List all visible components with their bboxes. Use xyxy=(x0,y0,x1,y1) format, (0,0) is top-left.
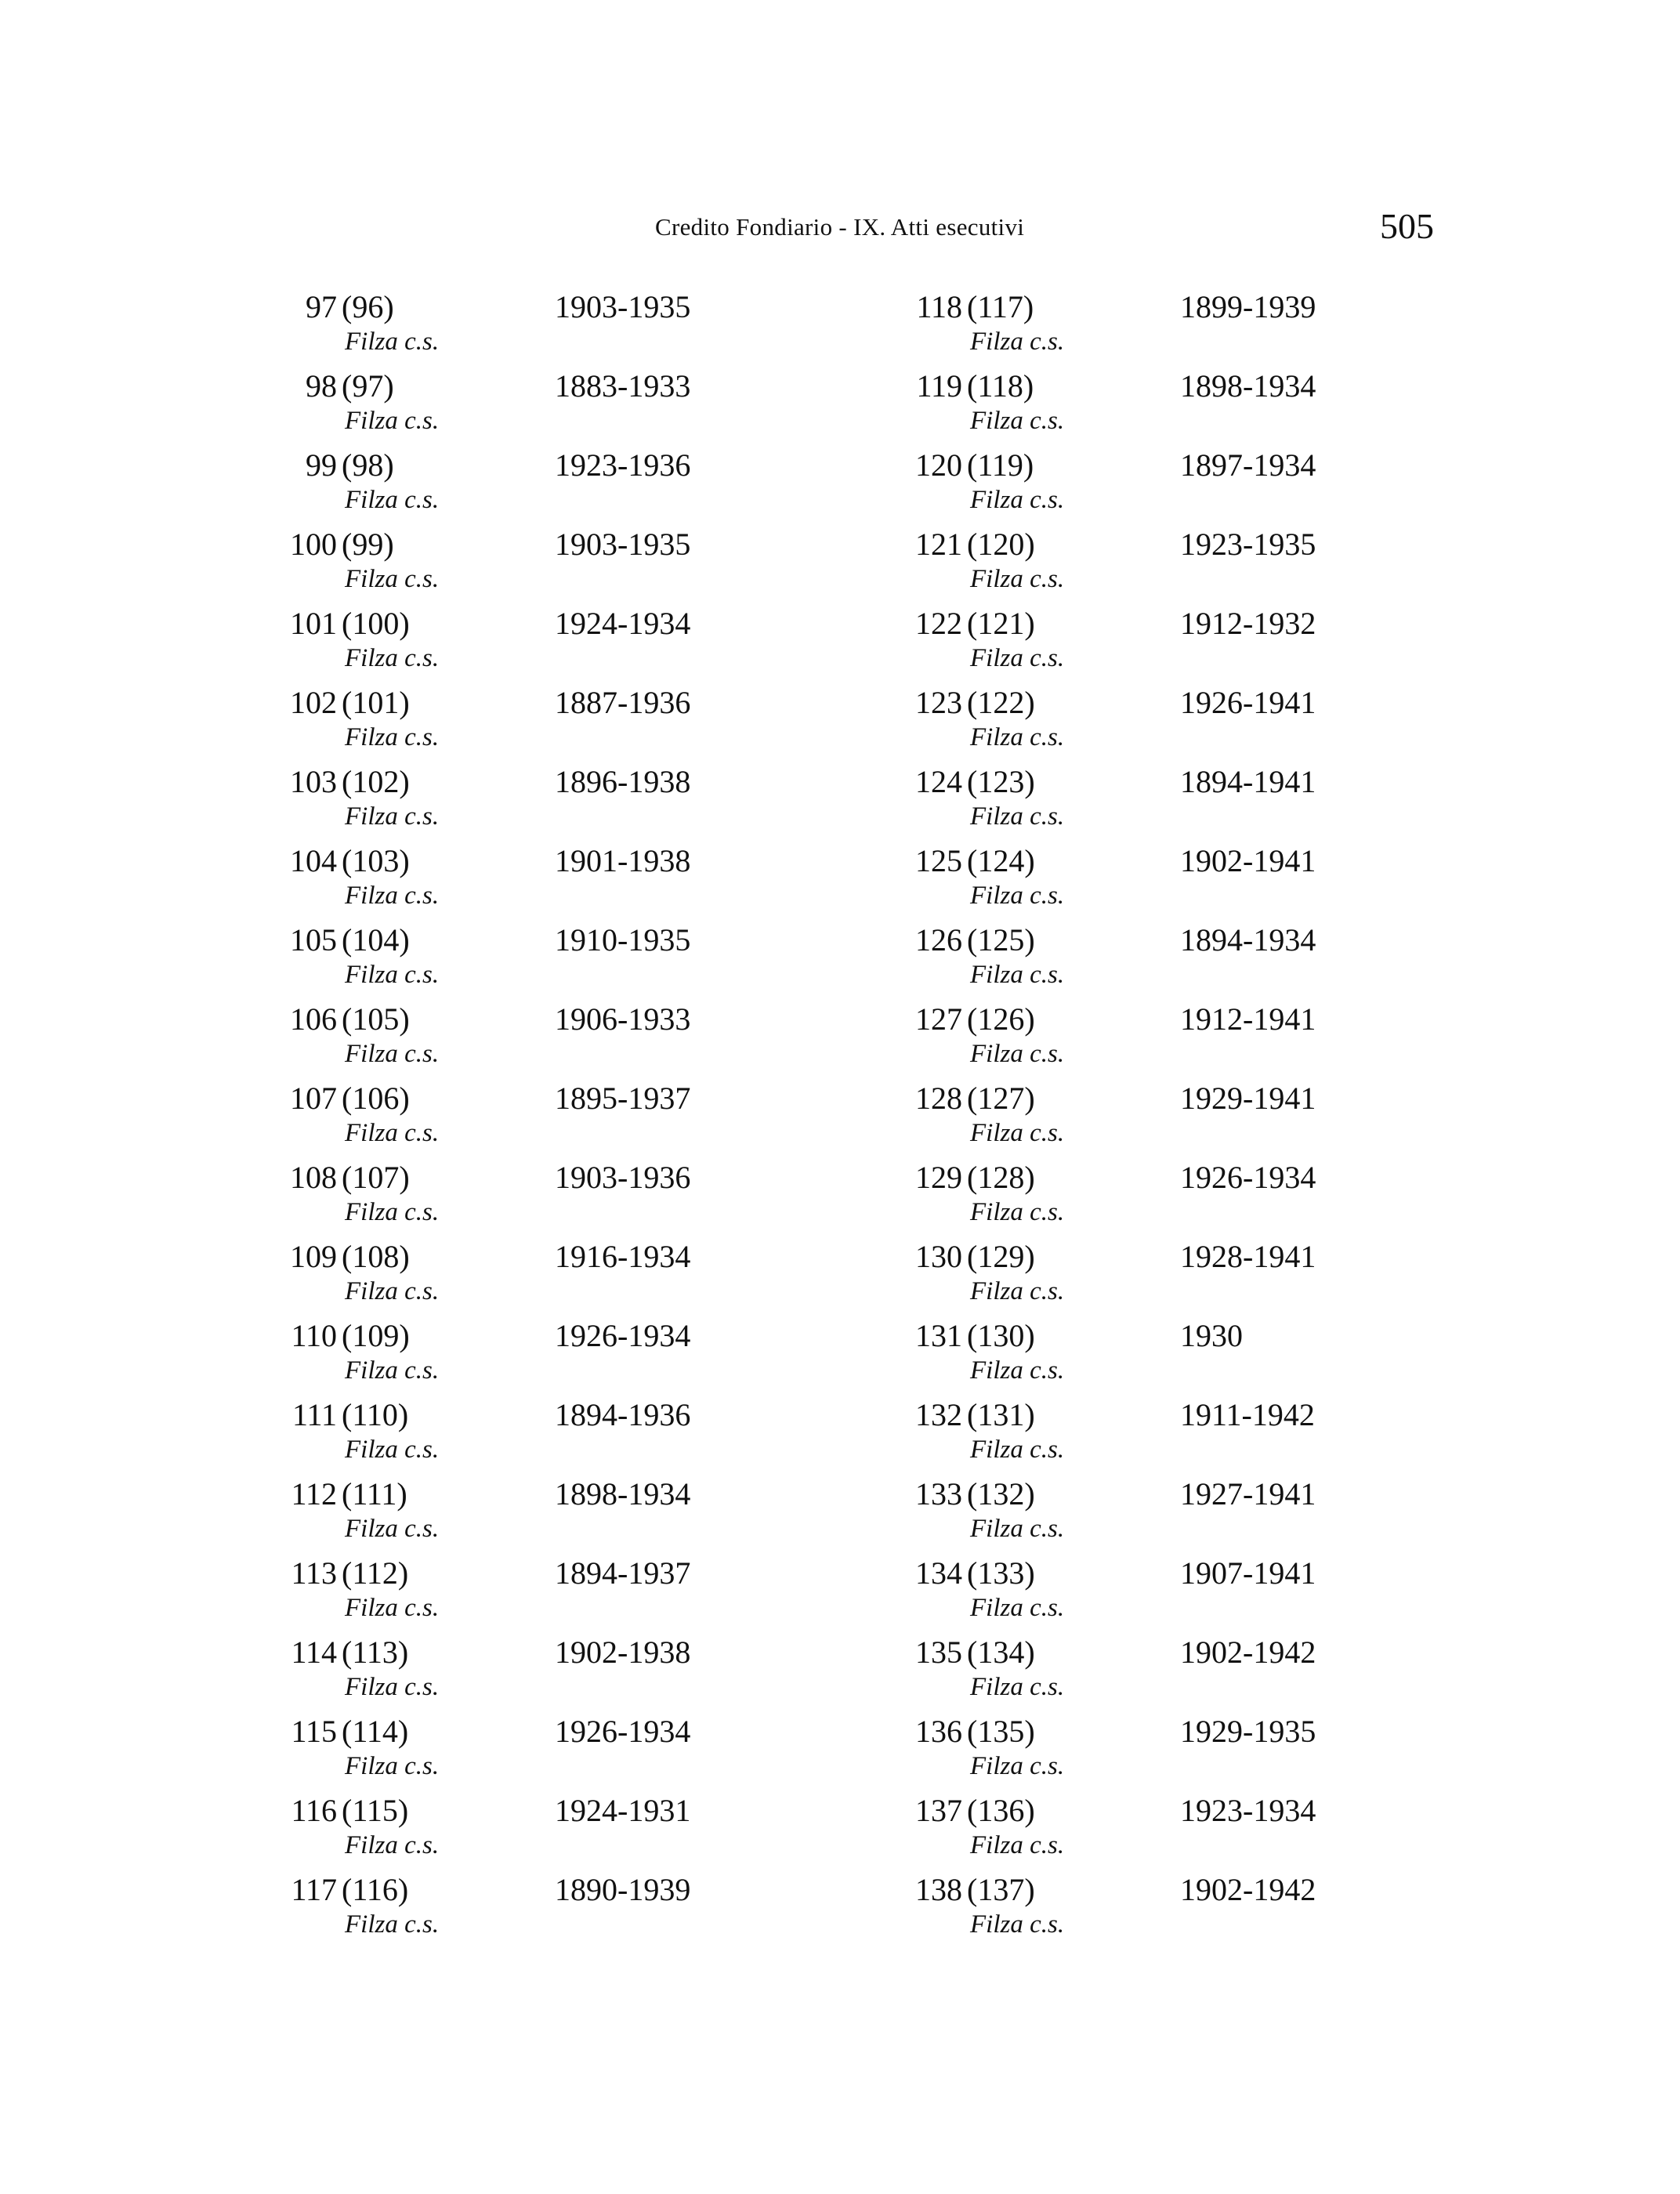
entry-previous-number: (105) xyxy=(342,1001,410,1037)
entry-dates: 1907-1941 xyxy=(1180,1555,1316,1591)
entry-dates: 1906-1933 xyxy=(555,1001,691,1037)
entry-number: 133 xyxy=(915,1476,962,1512)
entry-previous-number: (134) xyxy=(967,1635,1035,1670)
archive-entry xyxy=(900,1317,1605,1396)
entry-type: Filza c.s. xyxy=(345,1831,440,1859)
entry-type: Filza c.s. xyxy=(970,723,1065,751)
entry-number: 136 xyxy=(915,1714,962,1749)
entry-number: 137 xyxy=(915,1793,962,1828)
entry-type: Filza c.s. xyxy=(970,1119,1065,1147)
entry-number: 101 xyxy=(290,606,337,641)
entry-type: Filza c.s. xyxy=(970,1198,1065,1226)
entry-type: Filza c.s. xyxy=(345,1910,440,1939)
entry-type: Filza c.s. xyxy=(345,644,440,672)
running-title: Credito Fondiario - IX. Atti esecutivi xyxy=(655,213,1025,241)
entry-dates: 1928-1941 xyxy=(1180,1239,1316,1274)
entry-type: Filza c.s. xyxy=(345,1594,440,1622)
archive-entry xyxy=(900,1080,1605,1159)
entry-dates: 1912-1932 xyxy=(1180,606,1316,641)
archive-entry xyxy=(900,288,1605,367)
entry-previous-number: (128) xyxy=(967,1160,1035,1195)
entry-dates: 1912-1941 xyxy=(1180,1001,1316,1037)
entry-number: 126 xyxy=(915,922,962,958)
entry-number: 104 xyxy=(290,843,337,878)
archive-entry xyxy=(274,842,979,921)
entry-dates: 1899-1939 xyxy=(1180,289,1316,324)
entry-dates: 1924-1931 xyxy=(555,1793,691,1828)
entry-type: Filza c.s. xyxy=(345,328,440,356)
archive-entry xyxy=(900,1792,1605,1871)
entry-dates: 1903-1935 xyxy=(555,527,691,562)
entry-number: 122 xyxy=(915,606,962,641)
entry-number: 99 xyxy=(306,447,337,483)
entry-type: Filza c.s. xyxy=(970,1752,1065,1780)
entry-previous-number: (99) xyxy=(342,527,394,562)
archive-entry xyxy=(274,288,979,367)
entry-dates: 1926-1934 xyxy=(555,1318,691,1353)
entry-number: 102 xyxy=(290,685,337,720)
entry-type: Filza c.s. xyxy=(345,802,440,831)
entry-type: Filza c.s. xyxy=(345,407,440,435)
archive-entry xyxy=(274,526,979,605)
entry-dates: 1923-1936 xyxy=(555,447,691,483)
entry-previous-number: (106) xyxy=(342,1081,410,1116)
entry-type: Filza c.s. xyxy=(970,961,1065,989)
archive-entry xyxy=(274,1555,979,1634)
entry-type: Filza c.s. xyxy=(345,1356,440,1385)
entry-dates: 1929-1941 xyxy=(1180,1081,1316,1116)
entry-previous-number: (136) xyxy=(967,1793,1035,1828)
archive-entry xyxy=(900,1238,1605,1317)
archive-entry xyxy=(900,447,1605,526)
entry-number: 100 xyxy=(290,527,337,562)
entry-type: Filza c.s. xyxy=(345,882,440,910)
entry-previous-number: (109) xyxy=(342,1318,410,1353)
entry-dates: 1903-1935 xyxy=(555,289,691,324)
entry-dates: 1929-1935 xyxy=(1180,1714,1316,1749)
entry-dates: 1902-1938 xyxy=(555,1635,691,1670)
entry-previous-number: (130) xyxy=(967,1318,1035,1353)
entry-previous-number: (108) xyxy=(342,1239,410,1274)
entry-number: 130 xyxy=(915,1239,962,1274)
entries-column-right xyxy=(900,288,1605,1950)
entry-dates: 1903-1936 xyxy=(555,1160,691,1195)
entry-previous-number: (101) xyxy=(342,685,410,720)
archive-entry xyxy=(900,1713,1605,1792)
entry-previous-number: (98) xyxy=(342,447,394,483)
entry-dates: 1883-1933 xyxy=(555,368,691,404)
entry-type: Filza c.s. xyxy=(970,644,1065,672)
entry-type: Filza c.s. xyxy=(970,1594,1065,1622)
entry-type: Filza c.s. xyxy=(970,1910,1065,1939)
entry-dates: 1902-1942 xyxy=(1180,1872,1316,1907)
entry-number: 125 xyxy=(915,843,962,878)
entry-dates: 1902-1942 xyxy=(1180,1635,1316,1670)
entry-previous-number: (118) xyxy=(967,368,1034,404)
entry-number: 103 xyxy=(290,764,337,799)
entry-previous-number: (129) xyxy=(967,1239,1035,1274)
entry-type: Filza c.s. xyxy=(970,1356,1065,1385)
entry-previous-number: (120) xyxy=(967,527,1035,562)
entry-dates: 1930 xyxy=(1180,1318,1243,1353)
entry-type: Filza c.s. xyxy=(970,1277,1065,1305)
entry-number: 132 xyxy=(915,1397,962,1432)
entry-type: Filza c.s. xyxy=(345,1436,440,1464)
entry-previous-number: (114) xyxy=(342,1714,409,1749)
entry-type: Filza c.s. xyxy=(970,1831,1065,1859)
entry-previous-number: (110) xyxy=(342,1397,409,1432)
entry-previous-number: (113) xyxy=(342,1635,409,1670)
entry-dates: 1894-1936 xyxy=(555,1397,691,1432)
archive-entry xyxy=(274,605,979,684)
entry-number: 138 xyxy=(915,1872,962,1907)
entry-number: 123 xyxy=(915,685,962,720)
entry-previous-number: (104) xyxy=(342,922,410,958)
archive-entry xyxy=(274,1317,979,1396)
entry-previous-number: (102) xyxy=(342,764,410,799)
archive-entry xyxy=(274,1713,979,1792)
archive-entry xyxy=(274,1001,979,1080)
entry-number: 120 xyxy=(915,447,962,483)
entry-previous-number: (112) xyxy=(342,1555,409,1591)
entry-number: 117 xyxy=(291,1872,337,1907)
entry-type: Filza c.s. xyxy=(970,1673,1065,1701)
archive-entry xyxy=(274,1871,979,1950)
entry-previous-number: (116) xyxy=(342,1872,409,1907)
entry-previous-number: (133) xyxy=(967,1555,1035,1591)
entry-type: Filza c.s. xyxy=(345,1277,440,1305)
archive-entry xyxy=(900,605,1605,684)
entry-dates: 1887-1936 xyxy=(555,685,691,720)
archive-entry xyxy=(274,684,979,763)
entry-type: Filza c.s. xyxy=(345,1040,440,1068)
entry-number: 131 xyxy=(915,1318,962,1353)
archive-entry xyxy=(900,1396,1605,1475)
entry-dates: 1894-1934 xyxy=(1180,922,1316,958)
entry-dates: 1924-1934 xyxy=(555,606,691,641)
entry-dates: 1910-1935 xyxy=(555,922,691,958)
entry-dates: 1894-1937 xyxy=(555,1555,691,1591)
entry-previous-number: (137) xyxy=(967,1872,1035,1907)
entry-number: 112 xyxy=(291,1476,337,1512)
entry-number: 115 xyxy=(291,1714,337,1749)
entry-number: 110 xyxy=(291,1318,337,1353)
entry-dates: 1923-1935 xyxy=(1180,527,1316,562)
entry-previous-number: (103) xyxy=(342,843,410,878)
archive-entry xyxy=(900,1555,1605,1634)
entry-type: Filza c.s. xyxy=(345,486,440,514)
entry-previous-number: (125) xyxy=(967,922,1035,958)
entry-previous-number: (127) xyxy=(967,1081,1035,1116)
entry-dates: 1890-1939 xyxy=(555,1872,691,1907)
entry-dates: 1897-1934 xyxy=(1180,447,1316,483)
archive-entry xyxy=(274,1634,979,1713)
page-number: 505 xyxy=(1380,206,1434,246)
entry-number: 118 xyxy=(916,289,962,324)
entry-dates: 1898-1934 xyxy=(1180,368,1316,404)
entry-type: Filza c.s. xyxy=(345,1673,440,1701)
archive-entry xyxy=(274,1792,979,1871)
entry-type: Filza c.s. xyxy=(345,1198,440,1226)
entry-type: Filza c.s. xyxy=(345,1515,440,1543)
entry-number: 129 xyxy=(915,1160,962,1195)
entry-previous-number: (124) xyxy=(967,843,1035,878)
archive-entry xyxy=(900,684,1605,763)
entry-number: 97 xyxy=(306,289,337,324)
entry-previous-number: (117) xyxy=(967,289,1034,324)
archive-entry xyxy=(274,921,979,1001)
archive-entry xyxy=(900,526,1605,605)
entry-number: 127 xyxy=(915,1001,962,1037)
entry-type: Filza c.s. xyxy=(345,961,440,989)
entry-type: Filza c.s. xyxy=(970,565,1065,593)
entry-type: Filza c.s. xyxy=(970,802,1065,831)
entry-dates: 1927-1941 xyxy=(1180,1476,1316,1512)
entry-number: 116 xyxy=(291,1793,337,1828)
entry-type: Filza c.s. xyxy=(970,486,1065,514)
entry-previous-number: (122) xyxy=(967,685,1035,720)
entry-type: Filza c.s. xyxy=(970,1040,1065,1068)
archive-entry xyxy=(274,763,979,842)
entry-dates: 1916-1934 xyxy=(555,1239,691,1274)
entry-previous-number: (126) xyxy=(967,1001,1035,1037)
entry-number: 111 xyxy=(291,1397,337,1432)
entry-previous-number: (121) xyxy=(967,606,1035,641)
entry-previous-number: (131) xyxy=(967,1397,1035,1432)
entry-number: 135 xyxy=(915,1635,962,1670)
entry-dates: 1896-1938 xyxy=(555,764,691,799)
archive-entry xyxy=(274,1475,979,1555)
entry-dates: 1926-1934 xyxy=(1180,1160,1316,1195)
entry-number: 98 xyxy=(306,368,337,404)
archive-entry xyxy=(900,842,1605,921)
entry-type: Filza c.s. xyxy=(970,328,1065,356)
entry-dates: 1926-1934 xyxy=(555,1714,691,1749)
entry-previous-number: (135) xyxy=(967,1714,1035,1749)
entry-previous-number: (111) xyxy=(342,1476,407,1512)
archive-entry xyxy=(900,367,1605,447)
entry-number: 107 xyxy=(290,1081,337,1116)
archive-entry xyxy=(900,1634,1605,1713)
entry-number: 108 xyxy=(290,1160,337,1195)
entry-dates: 1901-1938 xyxy=(555,843,691,878)
archive-entry xyxy=(274,1159,979,1238)
entry-dates: 1894-1941 xyxy=(1180,764,1316,799)
entry-previous-number: (97) xyxy=(342,368,394,404)
entry-previous-number: (132) xyxy=(967,1476,1035,1512)
entry-type: Filza c.s. xyxy=(970,1436,1065,1464)
entry-type: Filza c.s. xyxy=(345,1752,440,1780)
entry-dates: 1911-1942 xyxy=(1180,1397,1315,1432)
entry-number: 134 xyxy=(915,1555,962,1591)
entry-number: 106 xyxy=(290,1001,337,1037)
entry-number: 114 xyxy=(291,1635,337,1670)
entry-number: 124 xyxy=(915,764,962,799)
entry-previous-number: (100) xyxy=(342,606,410,641)
entry-number: 121 xyxy=(915,527,962,562)
entry-type: Filza c.s. xyxy=(970,882,1065,910)
entry-dates: 1895-1937 xyxy=(555,1081,691,1116)
entry-type: Filza c.s. xyxy=(970,1515,1065,1543)
entry-type: Filza c.s. xyxy=(345,723,440,751)
entry-dates: 1926-1941 xyxy=(1180,685,1316,720)
archive-entry xyxy=(274,1238,979,1317)
entry-number: 105 xyxy=(290,922,337,958)
entry-type: Filza c.s. xyxy=(345,565,440,593)
entry-type: Filza c.s. xyxy=(345,1119,440,1147)
archive-entry xyxy=(900,763,1605,842)
entry-previous-number: (115) xyxy=(342,1793,409,1828)
archive-entry xyxy=(900,1871,1605,1950)
entry-previous-number: (123) xyxy=(967,764,1035,799)
entry-number: 113 xyxy=(291,1555,337,1591)
entry-previous-number: (107) xyxy=(342,1160,410,1195)
entry-dates: 1902-1941 xyxy=(1180,843,1316,878)
entry-number: 109 xyxy=(290,1239,337,1274)
entry-dates: 1898-1934 xyxy=(555,1476,691,1512)
archive-entry xyxy=(900,1475,1605,1555)
archive-entry xyxy=(900,1001,1605,1080)
entry-dates: 1923-1934 xyxy=(1180,1793,1316,1828)
entry-type: Filza c.s. xyxy=(970,407,1065,435)
entry-number: 128 xyxy=(915,1081,962,1116)
entry-previous-number: (119) xyxy=(967,447,1034,483)
entry-previous-number: (96) xyxy=(342,289,394,324)
archive-entry xyxy=(900,1159,1605,1238)
archive-entry xyxy=(900,921,1605,1001)
archive-entry xyxy=(274,1396,979,1475)
entry-number: 119 xyxy=(916,368,962,404)
archive-entry xyxy=(274,1080,979,1159)
archive-entry xyxy=(274,367,979,447)
archive-entry xyxy=(274,447,979,526)
entries-column-left xyxy=(274,288,979,1950)
